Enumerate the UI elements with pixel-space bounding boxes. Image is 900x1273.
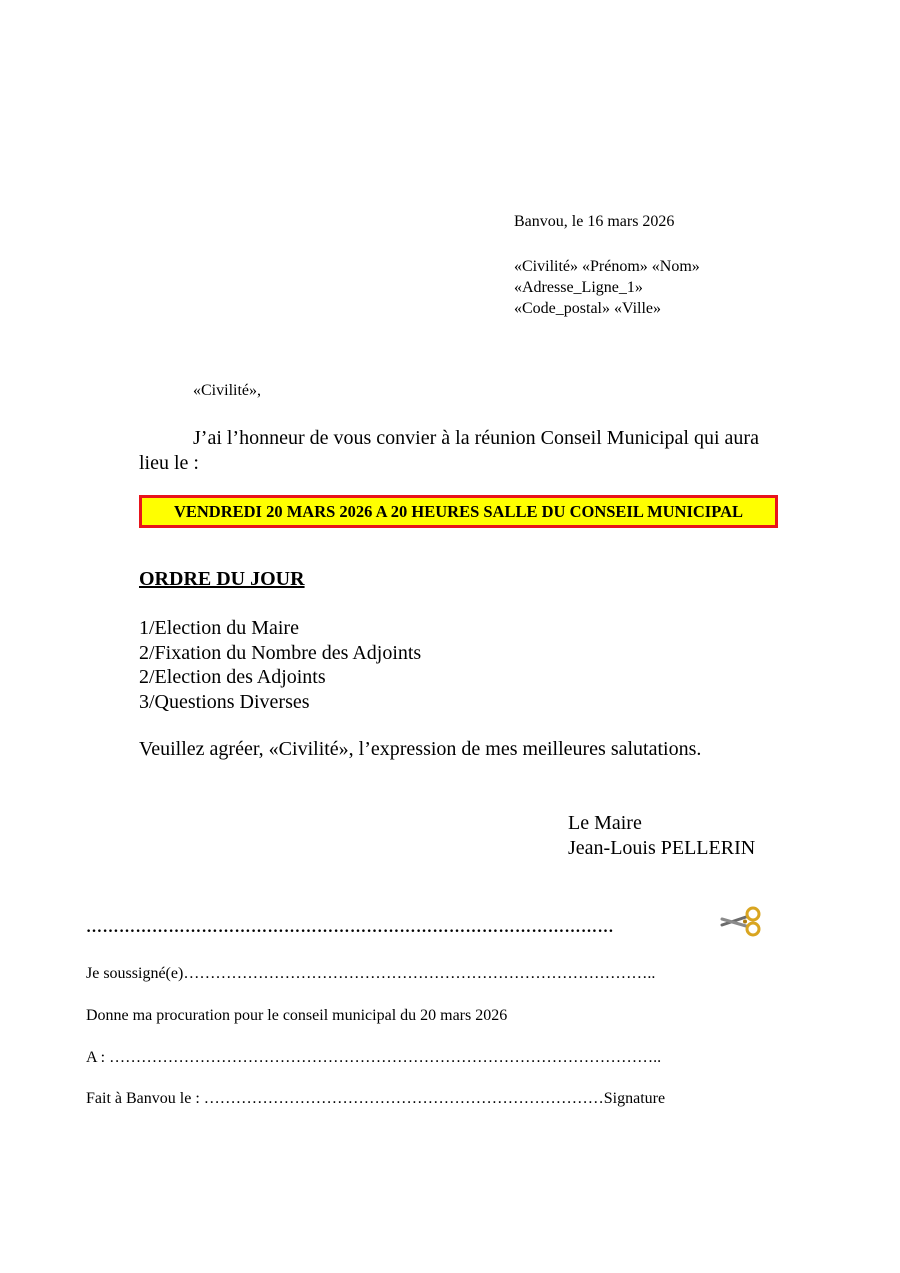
date-line: Banvou, le 16 mars 2026 <box>514 213 675 230</box>
salutation: «Civilité», <box>193 382 261 399</box>
agenda-title: ORDRE DU JOUR <box>139 568 305 590</box>
intro-line-1: J’ai l’honneur de vous convier à la réunion Conseil Municipal qui aura <box>193 427 759 449</box>
proxy-to-field: A : ………………………………………………………………………………………….. <box>86 1049 662 1066</box>
meeting-banner-text: VENDREDI 20 MARS 2026 A 20 HEURES SALLE DU CONSEIL MUNICIPAL <box>173 502 744 521</box>
recipient-address-line: «Adresse_Ligne_1» <box>514 279 643 296</box>
intro-line-2: lieu le : <box>139 452 199 474</box>
meeting-banner <box>139 495 778 528</box>
closing-line: Veuillez agréer, «Civilité», l’expression de mes meilleures salutations. <box>139 738 702 760</box>
recipient-address <box>514 256 700 319</box>
undersigned-field: Je soussigné(e)…………………………………………………………………………….. <box>86 965 656 982</box>
agenda-item: 2/Election des Adjoints <box>139 666 326 688</box>
recipient-name-line: «Civilité» «Prénom» «Nom» <box>514 258 700 275</box>
signatory-name: Jean-Louis PELLERIN <box>568 836 756 859</box>
agenda-item: 2/Fixation du Nombre des Adjoints <box>139 641 422 664</box>
agenda-item: 1/Election du Maire <box>139 617 299 639</box>
scissors-icon <box>720 905 764 937</box>
done-at-signature-field: Fait à Banvou le : …………………………………………………………………Signature <box>86 1090 666 1107</box>
recipient-city-line: «Code_postal» «Ville» <box>514 300 662 317</box>
agenda-list <box>139 616 421 714</box>
signatory <box>568 811 755 860</box>
agenda-item: 3/Questions Diverses <box>139 690 310 713</box>
signatory-title: Le Maire <box>568 812 642 834</box>
cut-line: …………………………………………………………………………………… <box>86 919 614 936</box>
proxy-statement: Donne ma procuration pour le conseil municipal du 20 mars 2026 <box>86 1007 508 1024</box>
